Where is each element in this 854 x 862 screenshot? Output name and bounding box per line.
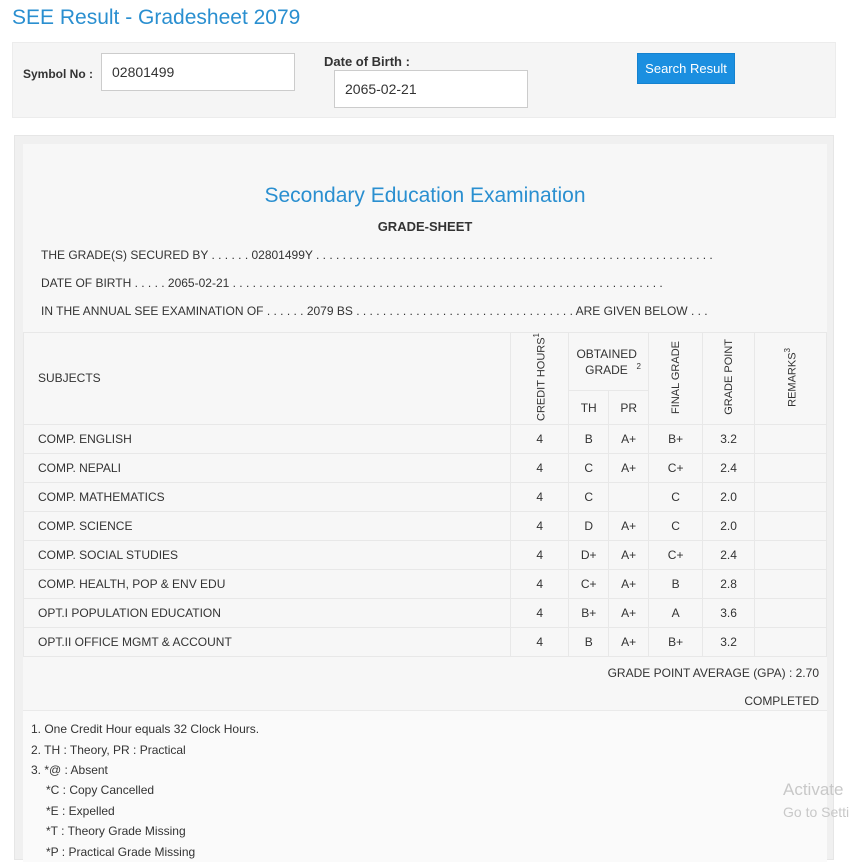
final-grade-cell: C [649, 482, 703, 511]
credit-hours-header: CREDIT HOURS$^1$ [511, 333, 569, 425]
table-row [24, 424, 827, 453]
remarks-cell [755, 511, 827, 540]
credit-cell: 4 [511, 569, 569, 598]
final-grade-cell: B+ [649, 424, 703, 453]
note-item: *T : Theory Grade Missing [46, 824, 186, 838]
credit-cell: 4 [511, 424, 569, 453]
credit-cell: 4 [511, 540, 569, 569]
th-cell: B [569, 627, 609, 656]
gpa-text: GRADE POINT AVERAGE (GPA) : 2.70 [607, 666, 819, 680]
grade-point-cell: 2.4 [703, 540, 755, 569]
th-cell: B+ [569, 598, 609, 627]
obtained-grade-header: OBTAINED GRADE $^2$ [569, 333, 649, 391]
pr-cell: A+ [609, 598, 649, 627]
grade-point-header: GRADE POINT [703, 333, 755, 425]
activation-watermark-sub: Go to Setti [783, 804, 850, 820]
search-result-button[interactable]: Search Result [637, 53, 735, 84]
gradesheet-container [14, 135, 834, 860]
table-row [24, 453, 827, 482]
remarks-cell [755, 540, 827, 569]
pr-cell: A+ [609, 424, 649, 453]
page-title: SEE Result - Gradesheet 2079 [12, 6, 301, 29]
grade-point-cell: 3.6 [703, 598, 755, 627]
remarks-cell [755, 598, 827, 627]
subject-cell: OPT.II OFFICE MGMT & ACCOUNT [24, 627, 511, 656]
th-cell: C [569, 482, 609, 511]
th-cell: C [569, 453, 609, 482]
grade-point-cell: 3.2 [703, 627, 755, 656]
th-cell: D [569, 511, 609, 540]
credit-cell: 4 [511, 482, 569, 511]
credit-cell: 4 [511, 598, 569, 627]
subject-cell: COMP. HEALTH, POP & ENV EDU [24, 569, 511, 598]
final-grade-cell: C+ [649, 540, 703, 569]
final-grade-header: FINAL GRADE [649, 333, 703, 425]
credit-cell: 4 [511, 453, 569, 482]
note-item: 1. One Credit Hour equals 32 Clock Hours. [31, 722, 260, 736]
pr-cell [609, 482, 649, 511]
grade-point-cell: 2.4 [703, 453, 755, 482]
pr-header: PR [609, 391, 649, 425]
dob-line: DATE OF BIRTH . . . . . 2065-02-21 . . . . . . . . . . . . . . . . . . . . . . . . . . . . . . . . . . . . . . . . . . . . . . . . . . . . . . . . . . . . . . . . . [41, 276, 663, 290]
subject-cell: COMP. NEPALI [24, 453, 511, 482]
table-row [24, 598, 827, 627]
exam-title: Secondary Education Examination [264, 184, 586, 207]
table-row [24, 482, 827, 511]
th-cell: D+ [569, 540, 609, 569]
note-item: 3. *@ : Absent [31, 763, 108, 777]
remarks-cell [755, 569, 827, 598]
activation-watermark: Activate [783, 780, 844, 799]
remarks-cell [755, 453, 827, 482]
final-grade-cell: A [649, 598, 703, 627]
grade-point-cell: 2.0 [703, 511, 755, 540]
pr-cell: A+ [609, 453, 649, 482]
grade-point-cell: 3.2 [703, 424, 755, 453]
th-cell: B [569, 424, 609, 453]
gradesheet [23, 144, 827, 861]
subject-cell: COMP. ENGLISH [24, 424, 511, 453]
subject-cell: COMP. MATHEMATICS [24, 482, 511, 511]
remarks-cell [755, 424, 827, 453]
grade-point-cell: 2.0 [703, 482, 755, 511]
dob-label: Date of Birth : [324, 54, 410, 69]
table-row [24, 627, 827, 656]
subject-cell: COMP. SCIENCE [24, 511, 511, 540]
pr-cell: A+ [609, 627, 649, 656]
credit-cell: 4 [511, 627, 569, 656]
remarks-cell [755, 482, 827, 511]
dob-input[interactable]: 2065-02-21 [334, 70, 528, 108]
remarks-cell [755, 627, 827, 656]
final-grade-cell: B+ [649, 627, 703, 656]
note-item: *C : Copy Cancelled [46, 783, 155, 797]
table-row [24, 569, 827, 598]
table-row [24, 540, 827, 569]
th-header: TH [569, 391, 609, 425]
secured-by-line: THE GRADE(S) SECURED BY . . . . . . 02801499Y . . . . . . . . . . . . . . . . . . . . . . . . . . . . . . . . . . . . . . . . . . . . . . . . . . . . . . . . . . . . [41, 248, 713, 262]
pr-cell: A+ [609, 511, 649, 540]
credit-cell: 4 [511, 511, 569, 540]
final-grade-cell: C+ [649, 453, 703, 482]
table-row [24, 511, 827, 540]
subjects-header: SUBJECTS [24, 333, 511, 425]
subject-cell: COMP. SOCIAL STUDIES [24, 540, 511, 569]
note-item: *E : Expelled [46, 804, 115, 818]
subject-cell: OPT.I POPULATION EDUCATION [24, 598, 511, 627]
remarks-header: REMARKS$^3$ [755, 333, 827, 425]
pr-cell: A+ [609, 540, 649, 569]
grades-table [23, 332, 827, 657]
result-status: COMPLETED [744, 694, 819, 708]
th-cell: C+ [569, 569, 609, 598]
final-grade-cell: B [649, 569, 703, 598]
final-grade-cell: C [649, 511, 703, 540]
notes-footer [23, 710, 827, 862]
search-panel [12, 42, 836, 118]
grade-point-cell: 2.8 [703, 569, 755, 598]
note-item: 2. TH : Theory, PR : Practical [31, 743, 186, 757]
note-item: *P : Practical Grade Missing [46, 845, 196, 859]
symbol-label: Symbol No : [23, 67, 94, 81]
symbol-input[interactable]: 02801499 [101, 53, 295, 91]
pr-cell: A+ [609, 569, 649, 598]
gradesheet-title: GRADE-SHEET [377, 219, 473, 234]
exam-line: IN THE ANNUAL SEE EXAMINATION OF . . . . . . 2079 BS . . . . . . . . . . . . . . . . . . . . . . . . . . . . . . . . . ARE GIVEN BELOW . . . [41, 304, 708, 318]
